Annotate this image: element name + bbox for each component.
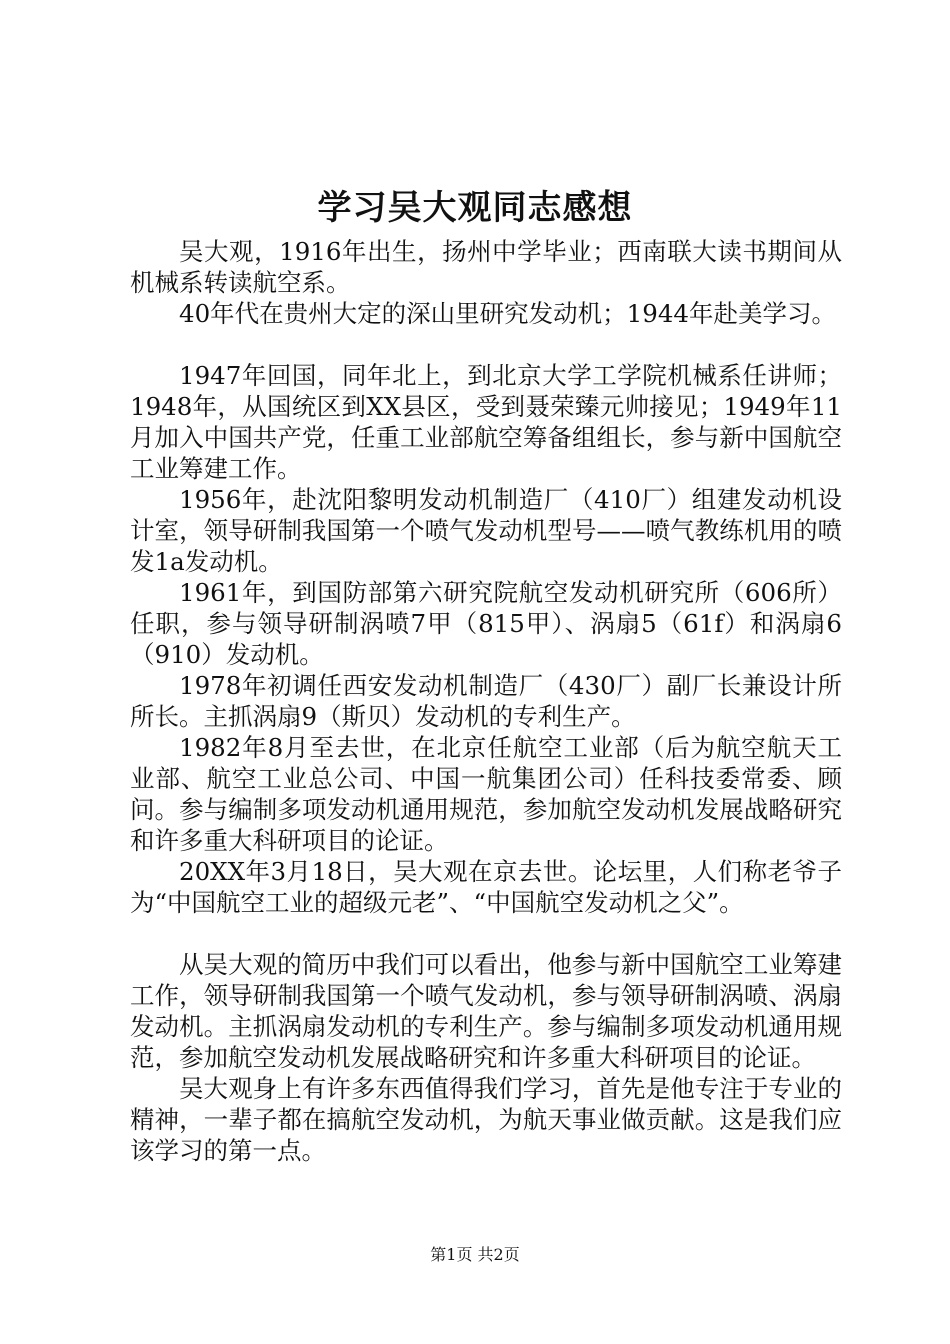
paragraph-7: 1982年8月至去世，在北京任航空工业部（后为航空航天工业部、航空工业总公司、中国一航集团公司）任科技委常委、顾问。参与编制多项发动机通用规范，参加航空发动机发展战略研究和许多重大科研项目的论证。 [130, 733, 842, 855]
paragraph-10: 吴大观身上有许多东西值得我们学习，首先是他专注于专业的精神，一辈子都在搞航空发动机，为航天事业做贡献。这是我们应该学习的第一点。 [130, 1074, 842, 1165]
paragraph-6: 1978年初调任西安发动机制造厂（430厂）副厂长兼设计所所长。主抓涡扇9（斯贝）发动机的专利生产。 [130, 671, 842, 731]
paragraph-3: 1947年回国，同年北上，到北京大学工学院机械系任讲师；1948年，从国统区到XX县区，受到聂荣臻元帅接见；1949年11月加入中国共产党，任重工业部航空筹备组组长，参与新中国航空工业筹建工作。 [130, 361, 842, 483]
paragraph-9: 从吴大观的简历中我们可以看出，他参与新中国航空工业筹建工作，领导研制我国第一个喷气发动机，参与领导研制涡喷、涡扇发动机。主抓涡扇发动机的专利生产。参与编制多项发动机通用规范，参加航空发动机发展战略研究和许多重大科研项目的论证。 [130, 950, 842, 1072]
paragraph-gap [130, 918, 842, 949]
paragraph-2: 40年代在贵州大定的深山里研究发动机；1944年赴美学习。 [179, 299, 837, 328]
paragraph-1: 吴大观，1916年出生，扬州中学毕业；西南联大读书期间从机械系转读航空系。 [130, 237, 842, 297]
paragraph-5: 1961年，到国防部第六研究院航空发动机研究所（606所）任职，参与领导研制涡喷7甲（815甲）、涡扇5（61f）和涡扇6（910）发动机。 [130, 578, 842, 669]
paragraph-4: 1956年，赴沈阳黎明发动机制造厂（410厂）组建发动机设计室，领导研制我国第一个喷气发动机型号——喷气教练机用的喷发1a发动机。 [130, 485, 842, 576]
paragraph-8: 20XX年3月18日，吴大观在京去世。论坛里，人们称老爷子为“中国航空工业的超级元老”、“中国航空发动机之父”。 [130, 857, 842, 917]
document-title: 学习吴大观同志感想 [317, 188, 633, 228]
paragraph-gap [130, 329, 842, 360]
page-number-footer: 第1页 共2页 [430, 1245, 520, 1264]
document-body [130, 236, 842, 1166]
